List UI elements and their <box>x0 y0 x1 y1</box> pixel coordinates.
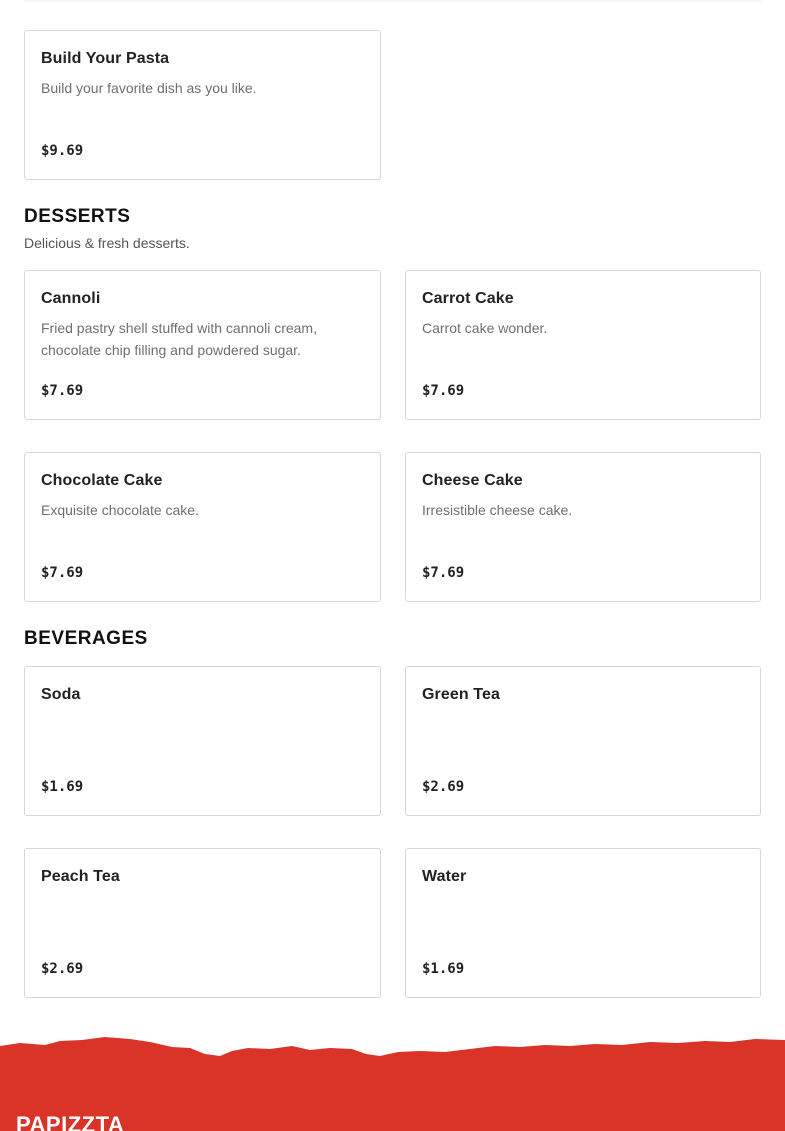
menu-item-name: Build Your Pasta <box>41 50 170 67</box>
menu-item-description: Fried pastry shell stuffed with cannoli cream, chocolate chip filling and powdered sugar. <box>41 320 317 358</box>
menu-item-card-cheese-cake[interactable] <box>405 452 761 602</box>
menu-item-price: $1.69 <box>41 779 84 795</box>
menu-item-card-carrot-cake[interactable] <box>405 270 761 420</box>
menu-item-card-cannoli[interactable] <box>24 270 381 420</box>
menu-item-card-water[interactable] <box>405 848 761 998</box>
section-subtitle-desserts: Delicious & fresh desserts. <box>24 235 190 251</box>
menu-item-description: Build your favorite dish as you like. <box>41 80 257 96</box>
menu-item-price: $7.69 <box>422 565 465 581</box>
menu-item-name: Soda <box>41 686 81 703</box>
menu-item-price: $1.69 <box>422 961 465 977</box>
menu-item-price: $2.69 <box>41 961 84 977</box>
menu-item-card-green-tea[interactable] <box>405 666 761 816</box>
menu-item-name: Chocolate Cake <box>41 472 163 489</box>
menu-item-card-chocolate-cake[interactable] <box>24 452 381 602</box>
menu-item-card-peach-tea[interactable] <box>24 848 381 998</box>
menu-item-name: Green Tea <box>422 686 500 703</box>
footer-brand-logo[interactable]: PAPIZZTA <box>16 1112 125 1131</box>
menu-item-price: $9.69 <box>41 143 84 159</box>
menu-item-name: Cannoli <box>41 290 101 307</box>
menu-item-price: $7.69 <box>41 565 84 581</box>
menu-item-name: Cheese Cake <box>422 472 523 489</box>
section-title-desserts: DESSERTS <box>24 206 131 227</box>
menu-item-description: Exquisite chocolate cake. <box>41 502 199 518</box>
section-title-beverages: BEVERAGES <box>24 628 148 649</box>
menu-item-price: $7.69 <box>422 383 465 399</box>
menu-item-description: Irresistible cheese cake. <box>422 502 573 518</box>
menu-item-card-build-your-pasta[interactable] <box>24 30 381 180</box>
menu-item-price: $2.69 <box>422 779 465 795</box>
menu-item-name: Carrot Cake <box>422 290 514 307</box>
previous-card-edge <box>24 0 761 3</box>
menu-item-name: Water <box>422 868 467 885</box>
menu-item-name: Peach Tea <box>41 868 120 885</box>
menu-item-description: Carrot cake wonder. <box>422 320 548 336</box>
menu-item-price: $7.69 <box>41 383 84 399</box>
menu-item-card-soda[interactable] <box>24 666 381 816</box>
